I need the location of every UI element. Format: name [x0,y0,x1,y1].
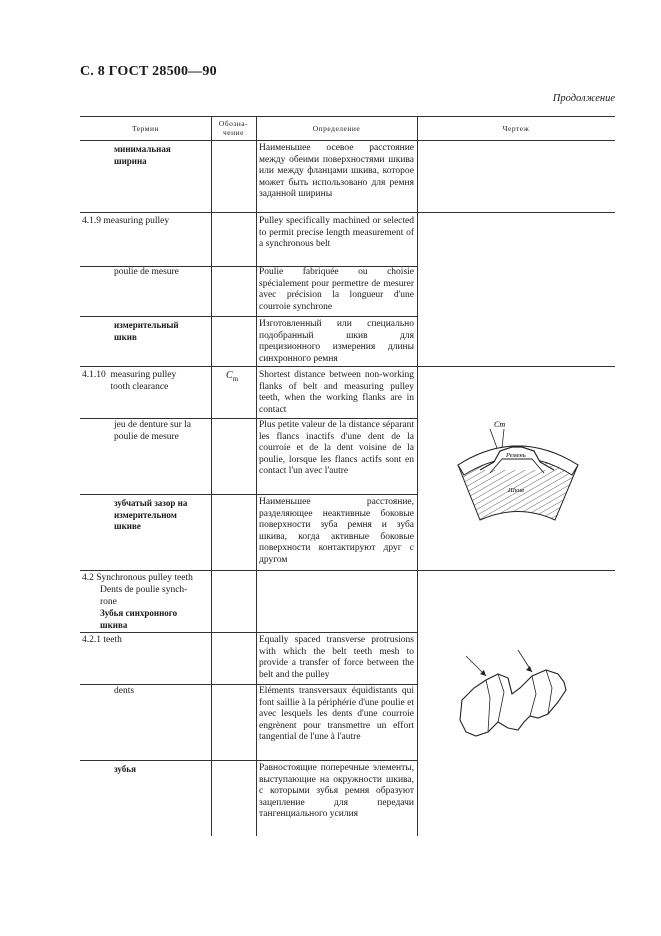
section-term-fr: Dents de poulie synch- rone [100,585,188,607]
term-ru: зубья [114,764,136,774]
definition-ru: Равностоящие поперечные элементы, выступающие на окружности шкива, с которыми зубья ремня образуют зацепление для передачи тангенциального усилия [259,763,414,820]
row-rule [80,632,417,633]
row-rule [80,570,615,571]
row-rule [80,316,417,317]
belt-label: Ремень [506,452,526,459]
term-ru: минимальная ширина [114,144,171,166]
definition-en: Equally spaced transverse protrusions with which the belt teeth mesh to provide a transfer of force between the belt and the pulley [259,635,414,680]
term-fr: poulie de mesure [114,267,179,277]
term-ru: зубчатый зазор на измерительном шкиве [114,498,188,532]
definition-fr: Plus petite valeur de la distance séparant les flancs inactifs d'une dent de la courroie et de la dent voisine de la poulie, lorsque les flancs actifs sont en contact l'un avec l'autre [259,420,414,477]
row-rule [80,684,417,685]
page-header: С. 8 ГОСТ 28500—90 [80,64,217,79]
section-term-ru: Зубья синхронного шкива [100,608,178,630]
definition-fr: Poulie fabriquée ou choisie spécialement pour permettre de mesurer avec précision la longueur d'une courroie synchrone [259,267,414,312]
column-header-designation: Обозна- чение [218,119,249,137]
tooth-clearance-drawing [450,415,585,525]
row-rule [80,212,615,213]
definition-en: Pulley specifically machined or selected to permit precise length measurement of a synchronous belt [259,216,414,250]
term-en: 4.2.1 teeth [82,635,122,645]
pulley-teeth-drawing [448,640,578,745]
continuation-label: Продолжение [552,93,615,104]
column-header-definition: Определение [312,123,361,133]
term-fr: jeu de denture sur la poulie de mesure [114,420,192,442]
col-divider [256,116,257,836]
row-rule [80,418,417,419]
column-header-term: Термин [131,123,160,133]
section-term-en: 4.2 Synchronous pulley teeth [82,573,193,583]
designation-symbol: $C_m$ [226,370,239,383]
definition-ru: Наименьшее осевое расстояние между обеими поверхностями шкива или между фланцами шкива, которое может быть использовано для ремня заданной ширины [259,143,414,200]
definition-fr: Eléments transversaux équidistants qui font saillie à la périphérie d'une poulie et avec lesquels les dents d'une courroie engrènent pour transmettre un effort tangential de l'une à l'autre [259,686,414,743]
pulley-label: Шкив [508,487,524,494]
clearance-arrow [490,429,497,448]
definition-en: Shortest distance between non-working flanks of belt and measuring pulley teeth, when the working flanks are in contact [259,370,414,415]
term-fr: dents [114,686,135,696]
definition-ru: Изготовленный или специально подобранный шкив для прецизионного измерения длины синхронного ремня [259,319,414,364]
column-header-drawing: Чертеж [502,123,530,133]
row-rule [80,494,417,495]
clearance-label: Cm [494,420,506,429]
term-en: 4.1.9 measuring pulley [82,216,170,226]
term-ru: измерительный шкив [114,320,179,342]
row-rule [80,760,417,761]
header-rule [80,140,615,141]
term-en: 4.1.10 measuring pulley tooth clearance [82,370,177,392]
clearance-arrow [502,429,504,448]
col-divider [417,116,418,836]
definition-ru: Наименьшее расстояние, разделяющее неактивные боковые поверхности зуба ремня и зуба шкива, когда активные боковые поверхности контактируют друг с другом [259,497,414,565]
teeth-body [460,670,566,736]
row-rule [80,366,615,367]
col-divider [211,116,212,836]
